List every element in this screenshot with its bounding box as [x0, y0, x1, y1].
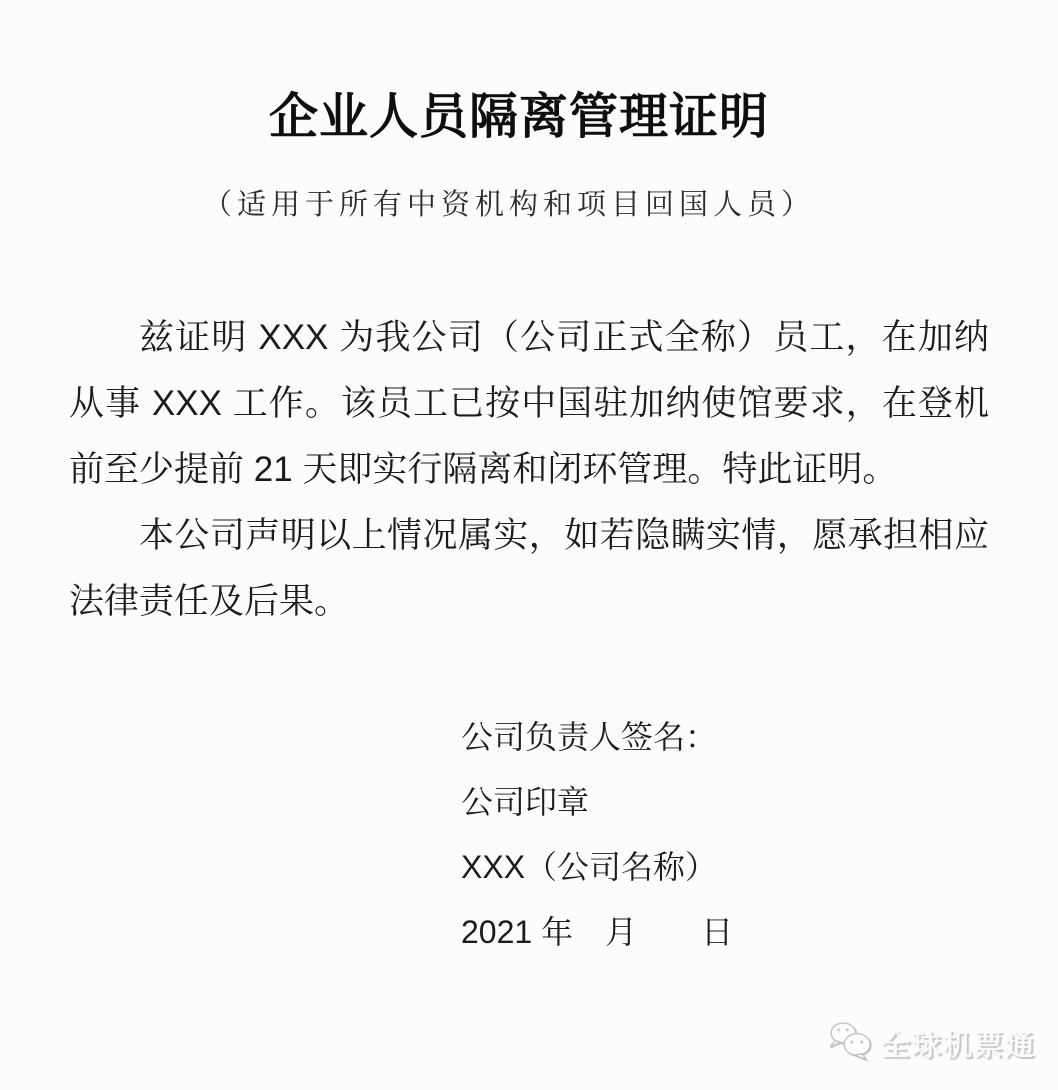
signature-line-seal: 公司印章 — [461, 784, 590, 820]
body-paragraph: 兹证明 XXX 为我公司（公司正式全称）员工，在加纳从事 XXX 工作。该员工已按中国驻加纳使馆要求，在登机前至少提前 21 天即实行隔离和闭环管理。特此证明。 — [69, 318, 989, 489]
body-paragraph: 本公司声明以上情况属实，如若隐瞒实情，愿承担相应法律责任及后果。 — [69, 516, 989, 621]
signature-line-date: 2021 年 月 日 — [461, 914, 734, 950]
signature-line-company-name: XXX（公司名称） — [461, 849, 718, 885]
document-subtitle: （适用于所有中资机构和项目回国人员） — [202, 189, 815, 221]
watermark — [828, 1020, 1036, 1067]
watermark-text: 全球机票通 — [880, 1030, 1036, 1062]
signature-line-signer: 公司负责人签名： — [461, 719, 718, 755]
signature-block — [461, 705, 733, 965]
document-body — [69, 305, 989, 635]
wechat-icon — [828, 1020, 874, 1067]
document-title: 企业人员隔离管理证明 — [268, 90, 769, 144]
